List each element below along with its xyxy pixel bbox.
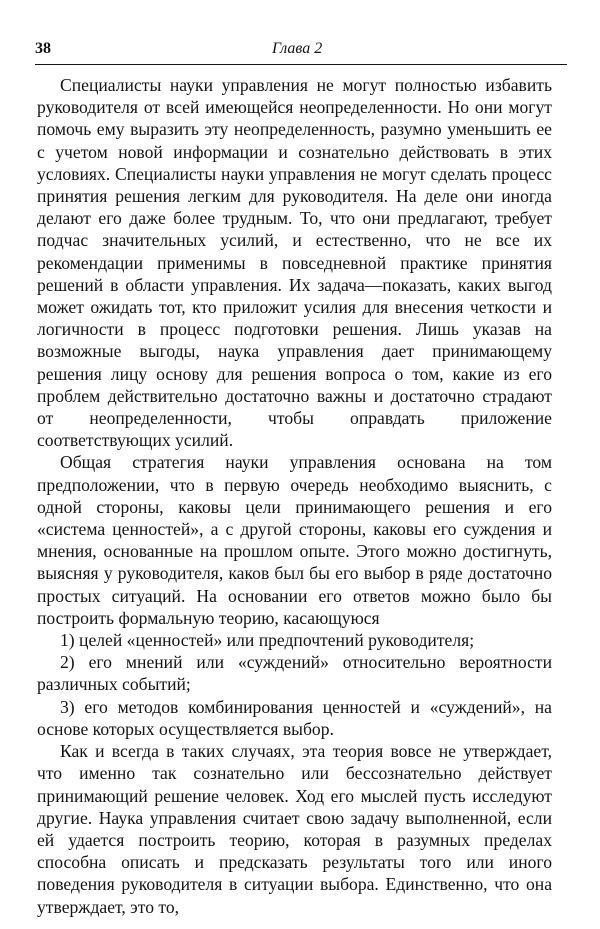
paragraph-3: Как и всегда в таких случаях, эта теория вовсе не утверждает, что именно так сознательно или бессознательно действует принимающий решение человек. Ход его мыслей пусть исследуют другие. Наука управления считает свою задачу выполненной, если ей удается построить теорию, которая в разумных пределах способна описать и предсказать результаты того или иного поведения руководителя в ситуации выбора. Единственно, что она утверждает, это то, <box>37 741 552 917</box>
paragraph-1: Специалисты науки управления не могут полностью избавить руководителя от всей имеющейся неопределенности. Но они могут помочь ему выразить эту неопределенность, разумно уменьшить ее с учетом новой информации и сознательно действовать в этих условиях. Специалисты науки управления не могут сделать процесс принятия решения легким для руководителя. На деле они иногда делают его даже более трудным. То, что они предлагают, требует подчас значительных усилий, и естественно, что не все их рекомендации применимы в повседневной практике принятия решений в области управления. Их задача—показать, каких выгод может ожидать тот, кто приложит усилия для внесения четкости и логичности в процесс подготовки решения. Лишь указав на возможные выгоды, наука управления дает принимающему решения лицу основу для решения вопроса о том, какие из его проблем действительно достаточно важны и достаточно страдают от неопределенности, чтобы оправдать приложение соответствующих усилий. <box>37 75 552 451</box>
paragraph-2: Общая стратегия науки управления основана на том предположении, что в первую очередь необходимо выяснить, с одной стороны, каковы цели принимающего решения и его «система ценностей», а с другой стороны, каковы его суждения и мнения, основанные на прошлом опыте. Этого можно достигнуть, выясняя у руководителя, каков был бы его выбор в ряде достаточно простых ситуаций. На основании его ответов можно было бы построить формальную теорию, касающуюся <box>37 452 552 628</box>
page-header <box>0 40 600 64</box>
list-item-1: 1) целей «ценностей» или предпочтений руководителя; <box>60 630 475 651</box>
page-number: 38 <box>35 40 51 57</box>
body-text <box>37 74 552 918</box>
list-item-2: 2) его мнений или «суждений» относительно вероятности различных событий; <box>37 652 552 695</box>
running-title: Глава 2 <box>272 40 323 57</box>
list-item-3: 3) его методов комбинирования ценностей и «суждений», на основе которых осуществляется выбор. <box>37 696 552 739</box>
header-rule <box>35 64 567 65</box>
